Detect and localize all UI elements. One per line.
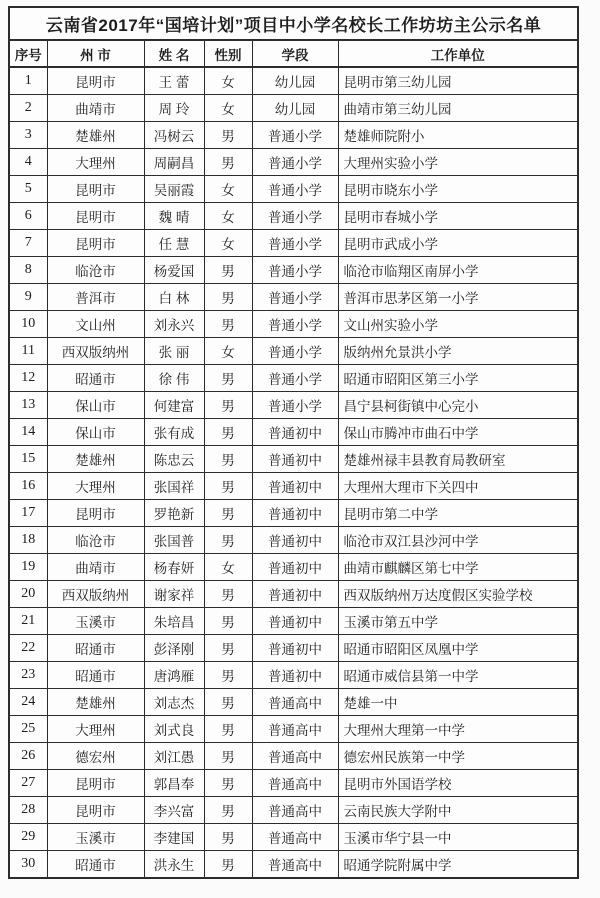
cell-city: 大理州 bbox=[47, 149, 144, 176]
cell-name: 刘永兴 bbox=[144, 311, 204, 338]
cell-city: 临沧市 bbox=[47, 527, 144, 554]
cell-gender: 男 bbox=[204, 311, 252, 338]
cell-no: 14 bbox=[9, 419, 47, 446]
table-header-row bbox=[9, 40, 578, 67]
table-row bbox=[9, 419, 578, 446]
cell-stage: 普通小学 bbox=[252, 311, 338, 338]
cell-city: 昆明市 bbox=[47, 770, 144, 797]
cell-stage: 普通初中 bbox=[252, 635, 338, 662]
table-row bbox=[9, 743, 578, 770]
table-row bbox=[9, 392, 578, 419]
cell-no: 15 bbox=[9, 446, 47, 473]
cell-stage: 普通高中 bbox=[252, 851, 338, 879]
cell-stage: 普通小学 bbox=[252, 203, 338, 230]
cell-unit: 楚雄州禄丰县教育局教研室 bbox=[338, 446, 578, 473]
cell-stage: 普通初中 bbox=[252, 608, 338, 635]
table-row bbox=[9, 230, 578, 257]
cell-gender: 男 bbox=[204, 500, 252, 527]
cell-name: 李兴富 bbox=[144, 797, 204, 824]
cell-name: 唐鸿雁 bbox=[144, 662, 204, 689]
cell-city: 楚雄州 bbox=[47, 689, 144, 716]
cell-unit: 云南民族大学附中 bbox=[338, 797, 578, 824]
cell-stage: 普通高中 bbox=[252, 797, 338, 824]
table-body bbox=[9, 67, 578, 878]
cell-unit: 昌宁县柯街镇中心完小 bbox=[338, 392, 578, 419]
cell-name: 郭昌奉 bbox=[144, 770, 204, 797]
cell-stage: 普通初中 bbox=[252, 473, 338, 500]
cell-stage: 普通初中 bbox=[252, 554, 338, 581]
cell-stage: 普通高中 bbox=[252, 716, 338, 743]
cell-no: 20 bbox=[9, 581, 47, 608]
cell-no: 7 bbox=[9, 230, 47, 257]
cell-gender: 男 bbox=[204, 770, 252, 797]
cell-city: 昭通市 bbox=[47, 851, 144, 879]
cell-no: 9 bbox=[9, 284, 47, 311]
cell-gender: 男 bbox=[204, 851, 252, 879]
cell-gender: 男 bbox=[204, 392, 252, 419]
table-row bbox=[9, 851, 578, 879]
cell-gender: 男 bbox=[204, 527, 252, 554]
cell-gender: 男 bbox=[204, 419, 252, 446]
table-row bbox=[9, 635, 578, 662]
title-row bbox=[9, 7, 578, 40]
cell-name: 张 丽 bbox=[144, 338, 204, 365]
cell-unit: 曲靖市麒麟区第七中学 bbox=[338, 554, 578, 581]
cell-no: 8 bbox=[9, 257, 47, 284]
cell-city: 曲靖市 bbox=[47, 554, 144, 581]
cell-no: 10 bbox=[9, 311, 47, 338]
cell-gender: 男 bbox=[204, 365, 252, 392]
cell-city: 大理州 bbox=[47, 473, 144, 500]
cell-city: 楚雄州 bbox=[47, 446, 144, 473]
cell-unit: 西双版纳州万达度假区实验学校 bbox=[338, 581, 578, 608]
cell-city: 昆明市 bbox=[47, 203, 144, 230]
cell-gender: 男 bbox=[204, 257, 252, 284]
cell-city: 昆明市 bbox=[47, 67, 144, 95]
cell-no: 13 bbox=[9, 392, 47, 419]
cell-no: 26 bbox=[9, 743, 47, 770]
cell-name: 周嗣昌 bbox=[144, 149, 204, 176]
cell-city: 楚雄州 bbox=[47, 122, 144, 149]
cell-city: 昭通市 bbox=[47, 365, 144, 392]
cell-unit: 普洱市思茅区第一小学 bbox=[338, 284, 578, 311]
cell-city: 德宏州 bbox=[47, 743, 144, 770]
cell-no: 4 bbox=[9, 149, 47, 176]
cell-name: 张有成 bbox=[144, 419, 204, 446]
cell-unit: 昆明市晓东小学 bbox=[338, 176, 578, 203]
cell-unit: 昆明市第二中学 bbox=[338, 500, 578, 527]
cell-no: 2 bbox=[9, 95, 47, 122]
cell-gender: 男 bbox=[204, 581, 252, 608]
cell-stage: 普通初中 bbox=[252, 662, 338, 689]
cell-no: 22 bbox=[9, 635, 47, 662]
table-row bbox=[9, 284, 578, 311]
cell-stage: 普通小学 bbox=[252, 365, 338, 392]
cell-name: 徐 伟 bbox=[144, 365, 204, 392]
cell-unit: 楚雄一中 bbox=[338, 689, 578, 716]
cell-unit: 临沧市临翔区南屏小学 bbox=[338, 257, 578, 284]
table-row bbox=[9, 716, 578, 743]
cell-name: 谢家祥 bbox=[144, 581, 204, 608]
cell-stage: 普通初中 bbox=[252, 581, 338, 608]
cell-name: 任 慧 bbox=[144, 230, 204, 257]
cell-stage: 普通小学 bbox=[252, 392, 338, 419]
cell-city: 昆明市 bbox=[47, 797, 144, 824]
cell-city: 昭通市 bbox=[47, 635, 144, 662]
cell-gender: 女 bbox=[204, 554, 252, 581]
cell-gender: 男 bbox=[204, 446, 252, 473]
table-row bbox=[9, 689, 578, 716]
cell-no: 17 bbox=[9, 500, 47, 527]
column-header-unit: 工作单位 bbox=[338, 40, 578, 67]
table-row bbox=[9, 311, 578, 338]
cell-name: 张国普 bbox=[144, 527, 204, 554]
cell-city: 西双版纳州 bbox=[47, 581, 144, 608]
cell-stage: 普通高中 bbox=[252, 743, 338, 770]
cell-gender: 男 bbox=[204, 122, 252, 149]
cell-name: 洪永生 bbox=[144, 851, 204, 879]
table-row bbox=[9, 824, 578, 851]
cell-no: 19 bbox=[9, 554, 47, 581]
cell-no: 11 bbox=[9, 338, 47, 365]
cell-name: 周 玲 bbox=[144, 95, 204, 122]
cell-stage: 普通小学 bbox=[252, 257, 338, 284]
table-row bbox=[9, 122, 578, 149]
cell-no: 25 bbox=[9, 716, 47, 743]
cell-unit: 大理州实验小学 bbox=[338, 149, 578, 176]
column-header-stage: 学段 bbox=[252, 40, 338, 67]
cell-name: 陈忠云 bbox=[144, 446, 204, 473]
cell-unit: 版纳州允景洪小学 bbox=[338, 338, 578, 365]
cell-city: 临沧市 bbox=[47, 257, 144, 284]
table-row bbox=[9, 365, 578, 392]
cell-name: 杨春妍 bbox=[144, 554, 204, 581]
cell-no: 24 bbox=[9, 689, 47, 716]
cell-unit: 文山州实验小学 bbox=[338, 311, 578, 338]
cell-city: 昭通市 bbox=[47, 662, 144, 689]
cell-city: 玉溪市 bbox=[47, 608, 144, 635]
cell-stage: 幼儿园 bbox=[252, 95, 338, 122]
cell-unit: 玉溪市华宁县一中 bbox=[338, 824, 578, 851]
table-row bbox=[9, 770, 578, 797]
cell-stage: 普通小学 bbox=[252, 338, 338, 365]
cell-gender: 女 bbox=[204, 338, 252, 365]
cell-unit: 昆明市武成小学 bbox=[338, 230, 578, 257]
cell-gender: 男 bbox=[204, 473, 252, 500]
cell-stage: 普通高中 bbox=[252, 689, 338, 716]
table-row bbox=[9, 581, 578, 608]
cell-gender: 男 bbox=[204, 608, 252, 635]
cell-stage: 普通小学 bbox=[252, 176, 338, 203]
cell-unit: 曲靖市第三幼儿园 bbox=[338, 95, 578, 122]
cell-stage: 普通小学 bbox=[252, 230, 338, 257]
cell-no: 28 bbox=[9, 797, 47, 824]
cell-unit: 德宏州民族第一中学 bbox=[338, 743, 578, 770]
cell-city: 普洱市 bbox=[47, 284, 144, 311]
cell-city: 昆明市 bbox=[47, 176, 144, 203]
table-row bbox=[9, 176, 578, 203]
table-row bbox=[9, 446, 578, 473]
table-row bbox=[9, 608, 578, 635]
table-row bbox=[9, 257, 578, 284]
cell-name: 杨爱国 bbox=[144, 257, 204, 284]
cell-gender: 女 bbox=[204, 95, 252, 122]
table-row bbox=[9, 662, 578, 689]
cell-no: 18 bbox=[9, 527, 47, 554]
table-row bbox=[9, 338, 578, 365]
cell-no: 3 bbox=[9, 122, 47, 149]
cell-no: 6 bbox=[9, 203, 47, 230]
cell-name: 刘志杰 bbox=[144, 689, 204, 716]
cell-stage: 普通初中 bbox=[252, 527, 338, 554]
column-header-city: 州 市 bbox=[47, 40, 144, 67]
cell-gender: 男 bbox=[204, 662, 252, 689]
cell-gender: 女 bbox=[204, 230, 252, 257]
cell-unit: 昆明市春城小学 bbox=[338, 203, 578, 230]
cell-name: 刘式良 bbox=[144, 716, 204, 743]
cell-unit: 临沧市双江县沙河中学 bbox=[338, 527, 578, 554]
cell-city: 保山市 bbox=[47, 392, 144, 419]
cell-no: 30 bbox=[9, 851, 47, 879]
column-header-name: 姓 名 bbox=[144, 40, 204, 67]
cell-stage: 普通小学 bbox=[252, 284, 338, 311]
cell-unit: 昭通市昭阳区凤凰中学 bbox=[338, 635, 578, 662]
table-row bbox=[9, 554, 578, 581]
table-row bbox=[9, 67, 578, 95]
cell-unit: 大理州大理市下关四中 bbox=[338, 473, 578, 500]
table-row bbox=[9, 473, 578, 500]
cell-gender: 男 bbox=[204, 797, 252, 824]
roster-table bbox=[8, 6, 579, 879]
cell-name: 何建富 bbox=[144, 392, 204, 419]
cell-gender: 女 bbox=[204, 203, 252, 230]
cell-name: 朱培昌 bbox=[144, 608, 204, 635]
cell-no: 29 bbox=[9, 824, 47, 851]
cell-unit: 昭通市昭阳区第三小学 bbox=[338, 365, 578, 392]
cell-name: 张国祥 bbox=[144, 473, 204, 500]
cell-name: 彭泽刚 bbox=[144, 635, 204, 662]
table-row bbox=[9, 797, 578, 824]
cell-city: 昆明市 bbox=[47, 230, 144, 257]
cell-stage: 普通初中 bbox=[252, 446, 338, 473]
cell-no: 27 bbox=[9, 770, 47, 797]
cell-gender: 男 bbox=[204, 824, 252, 851]
cell-name: 刘江愚 bbox=[144, 743, 204, 770]
cell-unit: 保山市腾冲市曲石中学 bbox=[338, 419, 578, 446]
table-row bbox=[9, 95, 578, 122]
cell-unit: 昭通市威信县第一中学 bbox=[338, 662, 578, 689]
cell-stage: 普通高中 bbox=[252, 824, 338, 851]
cell-name: 吴丽霞 bbox=[144, 176, 204, 203]
cell-name: 魏 晴 bbox=[144, 203, 204, 230]
cell-city: 西双版纳州 bbox=[47, 338, 144, 365]
cell-stage: 普通初中 bbox=[252, 500, 338, 527]
cell-stage: 幼儿园 bbox=[252, 67, 338, 95]
cell-city: 文山州 bbox=[47, 311, 144, 338]
cell-no: 23 bbox=[9, 662, 47, 689]
cell-unit: 昆明市外国语学校 bbox=[338, 770, 578, 797]
cell-stage: 普通初中 bbox=[252, 419, 338, 446]
cell-name: 李建国 bbox=[144, 824, 204, 851]
cell-name: 王 蕾 bbox=[144, 67, 204, 95]
cell-gender: 男 bbox=[204, 743, 252, 770]
cell-gender: 女 bbox=[204, 176, 252, 203]
cell-city: 玉溪市 bbox=[47, 824, 144, 851]
cell-unit: 昭通学院附属中学 bbox=[338, 851, 578, 879]
cell-gender: 男 bbox=[204, 635, 252, 662]
cell-city: 曲靖市 bbox=[47, 95, 144, 122]
cell-city: 昆明市 bbox=[47, 500, 144, 527]
table-row bbox=[9, 149, 578, 176]
cell-unit: 楚雄师院附小 bbox=[338, 122, 578, 149]
cell-gender: 男 bbox=[204, 716, 252, 743]
column-header-gender: 性别 bbox=[204, 40, 252, 67]
cell-no: 1 bbox=[9, 67, 47, 95]
table-row bbox=[9, 527, 578, 554]
cell-gender: 男 bbox=[204, 284, 252, 311]
cell-no: 21 bbox=[9, 608, 47, 635]
cell-stage: 普通小学 bbox=[252, 149, 338, 176]
cell-stage: 普通高中 bbox=[252, 770, 338, 797]
cell-gender: 男 bbox=[204, 149, 252, 176]
cell-no: 12 bbox=[9, 365, 47, 392]
cell-name: 冯树云 bbox=[144, 122, 204, 149]
cell-name: 罗艳新 bbox=[144, 500, 204, 527]
cell-name: 白 林 bbox=[144, 284, 204, 311]
cell-unit: 昆明市第三幼儿园 bbox=[338, 67, 578, 95]
cell-no: 5 bbox=[9, 176, 47, 203]
cell-unit: 玉溪市第五中学 bbox=[338, 608, 578, 635]
cell-city: 保山市 bbox=[47, 419, 144, 446]
table-row bbox=[9, 500, 578, 527]
cell-city: 大理州 bbox=[47, 716, 144, 743]
cell-gender: 女 bbox=[204, 67, 252, 95]
column-header-no: 序号 bbox=[9, 40, 47, 67]
cell-stage: 普通小学 bbox=[252, 122, 338, 149]
document-title: 云南省2017年“国培计划”项目中小学名校长工作坊坊主公示名单 bbox=[9, 7, 578, 40]
cell-unit: 大理州大理第一中学 bbox=[338, 716, 578, 743]
cell-no: 16 bbox=[9, 473, 47, 500]
cell-gender: 男 bbox=[204, 689, 252, 716]
table-row bbox=[9, 203, 578, 230]
